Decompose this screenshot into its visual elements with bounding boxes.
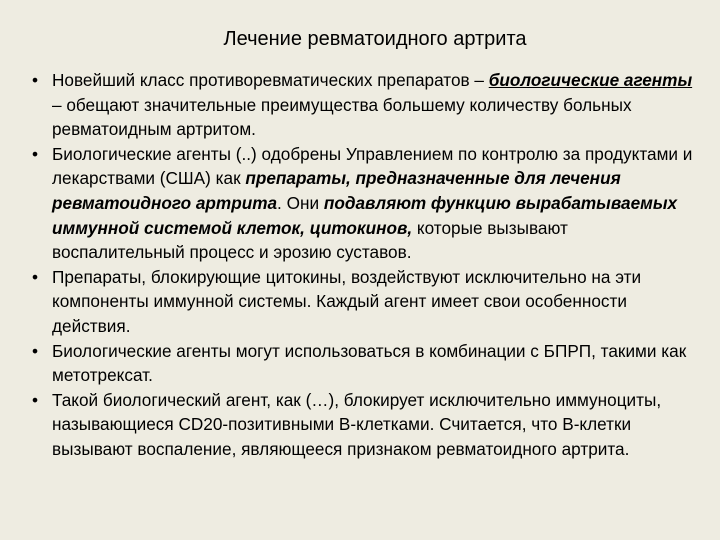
bullet-item bbox=[28, 339, 698, 388]
bullet-item bbox=[28, 388, 698, 462]
bullet-icon: • bbox=[31, 266, 39, 287]
bullet-icon: • bbox=[31, 143, 39, 164]
bullet-item bbox=[28, 142, 698, 265]
bullet-text-segment: Биологические агенты (..) одобрены Управлением по контролю за продуктами и лекарствами (США) как bbox=[52, 143, 693, 189]
bullet-text-emphasis: препараты, предназначенные для лечения ревматоидного артрита bbox=[52, 168, 621, 213]
bullet-text-segment: Биологические агенты могут использоваться в комбинации с БПРП, такими как метотрексат. bbox=[52, 340, 687, 386]
bullet-text-segment: Такой биологический агент, как (…), блокирует исключительно иммуноциты, называющиеся CD20-позитивными B-клетками. Считается, что B-клетки вызывают воспаление, являющееся признаком ревматоидного артрита. bbox=[52, 389, 662, 459]
bullet-text-segment: Новейший класс противоревматических препаратов – bbox=[52, 70, 489, 90]
bullet-icon: • bbox=[31, 340, 39, 361]
bullet-item bbox=[28, 265, 698, 339]
bullet-text-emphasis: подавляют функцию вырабатываемых иммунной системой клеток, цитокинов, bbox=[52, 192, 678, 238]
slide-title: Лечение ревматоидного артрита bbox=[223, 28, 527, 50]
bullet-text-segment: . Они bbox=[277, 192, 324, 213]
bullet-text-segment: Препараты, блокирующие цитокины, воздействуют исключительно на эти компоненты иммунной системы. Каждый агент имеет свои особенности действия. bbox=[52, 266, 642, 336]
bullet-item bbox=[28, 68, 698, 142]
bullet-list bbox=[28, 68, 698, 462]
bullet-text-segment: – обещают значительные преимущества большему количеству больных ревматоидным артритом. bbox=[52, 94, 632, 140]
bullet-icon: • bbox=[31, 70, 39, 90]
bullet-icon: • bbox=[31, 389, 39, 410]
bullet-text-segment: которые вызывают воспалительный процесс и эрозию суставов. bbox=[52, 217, 568, 263]
bullet-text-emphasis: биологические агенты bbox=[488, 70, 693, 90]
